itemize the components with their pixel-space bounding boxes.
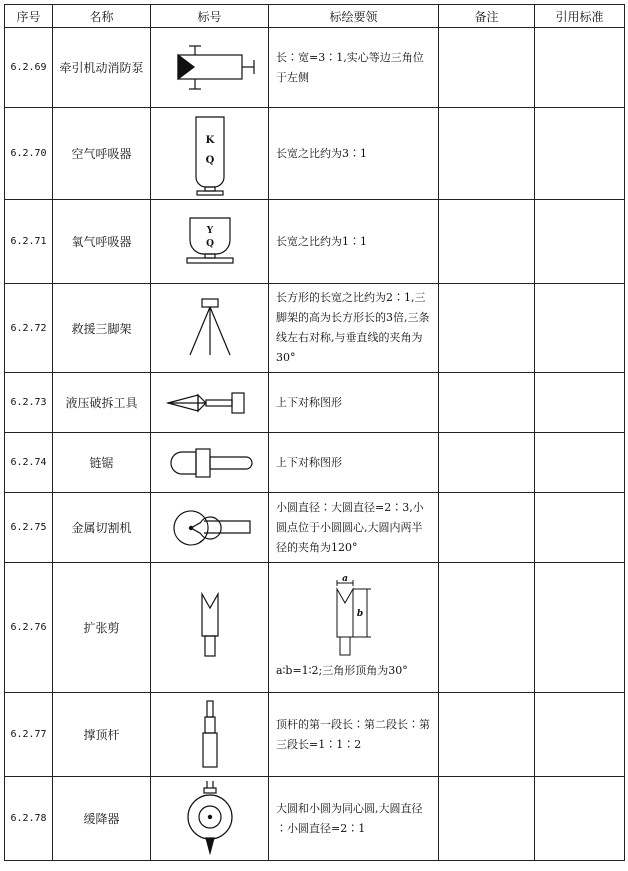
row-standard bbox=[535, 493, 625, 563]
spreader-shear-dimension-diagram bbox=[279, 575, 429, 661]
row-name: 液压破拆工具 bbox=[53, 373, 151, 433]
header-name: 名称 bbox=[53, 5, 151, 28]
table-row bbox=[5, 563, 625, 693]
symbol-letter-k: K bbox=[205, 134, 214, 146]
row-name: 撑顶杆 bbox=[53, 693, 151, 777]
row-note bbox=[439, 693, 535, 777]
row-note bbox=[439, 373, 535, 433]
row-name: 缓降器 bbox=[53, 777, 151, 861]
header-symbol: 标号 bbox=[151, 5, 269, 28]
table-row bbox=[5, 200, 625, 284]
row-name: 链锯 bbox=[53, 433, 151, 493]
row-name: 救援三脚架 bbox=[53, 284, 151, 373]
header-standard: 引用标准 bbox=[535, 5, 625, 28]
row-standard bbox=[535, 108, 625, 200]
row-name: 牵引机动消防泵 bbox=[53, 28, 151, 108]
row-guide: 长∶宽=3∶1,实心等边三角位于左侧 bbox=[269, 28, 439, 108]
table-row bbox=[5, 493, 625, 563]
descender-symbol bbox=[151, 777, 269, 861]
row-guide: 小圆直径∶大圆直径=2∶3,小圆点位于小圆圆心,大圆内两半径的夹角为120° bbox=[269, 493, 439, 563]
row-seq: 6.2.69 bbox=[5, 28, 53, 108]
row-guide: 上下对称图形 bbox=[269, 433, 439, 493]
row-name: 空气呼吸器 bbox=[53, 108, 151, 200]
row-standard bbox=[535, 433, 625, 493]
row-guide: 长宽之比约为1∶1 bbox=[269, 200, 439, 284]
support-rod-symbol bbox=[151, 693, 269, 777]
row-note bbox=[439, 108, 535, 200]
metal-cutter-symbol bbox=[151, 493, 269, 563]
row-guide: 长方形的长宽之比约为2∶1,三脚架的高为长方形长的3倍,三条线左右对称,与垂直线的夹角为30° bbox=[269, 284, 439, 373]
row-standard bbox=[535, 373, 625, 433]
row-standard bbox=[535, 777, 625, 861]
row-seq: 6.2.70 bbox=[5, 108, 53, 200]
dimension-label-a: a bbox=[341, 574, 348, 584]
chainsaw-symbol bbox=[151, 433, 269, 493]
symbol-letter-y: Y bbox=[206, 225, 213, 236]
row-seq: 6.2.77 bbox=[5, 693, 53, 777]
hydraulic-breaking-tool-symbol bbox=[151, 373, 269, 433]
row-seq: 6.2.76 bbox=[5, 563, 53, 693]
header-row bbox=[5, 5, 625, 28]
header-seq: 序号 bbox=[5, 5, 53, 28]
row-seq: 6.2.74 bbox=[5, 433, 53, 493]
table-row bbox=[5, 108, 625, 200]
row-guide: 上下对称图形 bbox=[269, 373, 439, 433]
row-name: 扩张剪 bbox=[53, 563, 151, 693]
row-note bbox=[439, 493, 535, 563]
row-note bbox=[439, 777, 535, 861]
row-guide-cell bbox=[269, 563, 439, 693]
row-standard bbox=[535, 284, 625, 373]
row-seq: 6.2.75 bbox=[5, 493, 53, 563]
spreader-shear-symbol bbox=[151, 563, 269, 693]
row-name: 氧气呼吸器 bbox=[53, 200, 151, 284]
table-row bbox=[5, 433, 625, 493]
air-respirator-symbol bbox=[151, 108, 269, 200]
table-row bbox=[5, 284, 625, 373]
row-seq: 6.2.78 bbox=[5, 777, 53, 861]
row-name: 金属切割机 bbox=[53, 493, 151, 563]
row-standard bbox=[535, 200, 625, 284]
dimension-label-b: b bbox=[356, 608, 363, 619]
row-guide: 顶杆的第一段长∶第二段长∶第三段长=1∶1∶2 bbox=[269, 693, 439, 777]
header-guide: 标绘要领 bbox=[269, 5, 439, 28]
table-row bbox=[5, 693, 625, 777]
table-row bbox=[5, 373, 625, 433]
header-note: 备注 bbox=[439, 5, 535, 28]
row-seq: 6.2.71 bbox=[5, 200, 53, 284]
symbol-letter-q: Q bbox=[205, 238, 214, 249]
row-seq: 6.2.72 bbox=[5, 284, 53, 373]
row-note bbox=[439, 284, 535, 373]
symbol-letter-q: Q bbox=[205, 154, 214, 166]
row-guide: 长宽之比约为3∶1 bbox=[269, 108, 439, 200]
row-note bbox=[439, 433, 535, 493]
row-guide: a∶b=1∶2;三角形顶角为30° bbox=[276, 663, 408, 677]
table-row bbox=[5, 777, 625, 861]
row-standard bbox=[535, 693, 625, 777]
symbol-standard-table bbox=[4, 4, 625, 861]
row-note bbox=[439, 563, 535, 693]
row-standard bbox=[535, 28, 625, 108]
table-row bbox=[5, 28, 625, 108]
row-standard bbox=[535, 563, 625, 693]
row-note bbox=[439, 200, 535, 284]
rescue-tripod-symbol bbox=[151, 284, 269, 373]
row-seq: 6.2.73 bbox=[5, 373, 53, 433]
oxygen-respirator-symbol bbox=[151, 200, 269, 284]
row-note bbox=[439, 28, 535, 108]
row-guide: 大圆和小圆为同心圆,大圆直径∶小圆直径=2∶1 bbox=[269, 777, 439, 861]
tow-fire-pump-symbol bbox=[151, 28, 269, 108]
